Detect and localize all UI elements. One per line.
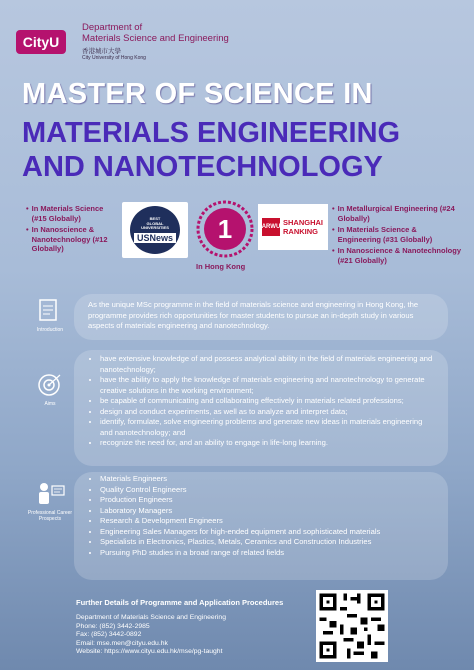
list-item: • be capable of communicating and collaborating effectively in materials related professions; — [100, 396, 434, 407]
list-item: • Research & Development Engineers — [100, 516, 434, 527]
rankings-right — [332, 204, 462, 267]
title-line3: AND NANOTECHNOLOGY — [22, 151, 383, 183]
university-name-chinese: 香港城市大學 — [82, 48, 121, 55]
university-name-english: City University of Hong Kong — [82, 55, 146, 61]
department-line1: Department of — [82, 22, 143, 33]
contact-details — [76, 614, 226, 657]
contact-website[interactable]: Website: https://www.cityu.edu.hk/mse/pg-taught — [76, 648, 223, 656]
usnews-badge: BEST GLOBAL UNIVERSITIES USNews — [122, 202, 188, 258]
contact-phone: Phone: (852) 3442-2985 — [76, 622, 150, 630]
rankings-left — [26, 204, 118, 256]
number-one-text: 1 — [217, 214, 233, 244]
list-item: • have extensive knowledge of and possess analytical ability in the field of materials engineering and nanotechnology; — [100, 354, 434, 375]
contact-email[interactable]: Email: mse.men@cityu.edu.hk — [76, 639, 168, 647]
aims-box — [74, 350, 448, 466]
list-item: • Materials Engineers — [100, 474, 434, 485]
title-line2: MATERIALS ENGINEERING — [22, 117, 401, 149]
aims-list — [88, 354, 434, 449]
contact-department: Department of Materials Science and Engineering — [76, 614, 226, 621]
introduction-box — [74, 294, 448, 340]
list-item: • Pursuing PhD studies in a broad range of related fields — [100, 548, 434, 559]
ranking-item: • In Materials Science (#15 Globally) — [26, 204, 104, 223]
contact-fax: Fax: (852) 3442-0892 — [76, 631, 142, 639]
target-icon — [30, 372, 70, 398]
shanghai-ranking-logo: ARWU SHANGHAI RANKING — [258, 204, 328, 250]
number-one-badge — [194, 198, 256, 260]
list-item: • Engineering Sales Managers for high-ended equipment and sophisticated materials — [100, 527, 434, 538]
careers-list — [88, 474, 434, 558]
list-item: • recognize the need for, and an ability to engage in life-long learning. — [100, 438, 434, 449]
list-item: • identify, formulate, solve engineering problems and generate new ideas in materials engineering and nanotechnology; and — [100, 417, 434, 438]
ranking-item: • In Metallurgical Engineering (#24 Globally) — [332, 204, 455, 223]
list-item: • have the ability to apply the knowledge of materials engineering and nanotechnology to generate creative solutions in the working environment; — [100, 375, 434, 396]
list-item: • Specialists in Electronics, Plastics, Metals, Ceramics and Construction Industries — [100, 537, 434, 548]
department-line2: Materials Science and Engineering — [82, 33, 229, 44]
list-item: • Laboratory Managers — [100, 506, 434, 517]
footer-heading: Further Details of Programme and Application Procedures — [76, 598, 284, 607]
list-item: • Production Engineers — [100, 495, 434, 506]
introduction-label: Introduction — [36, 327, 64, 333]
cityu-logo — [16, 30, 66, 54]
logo-text: CityU — [22, 34, 60, 50]
people-icon — [30, 480, 70, 508]
title-line1: MASTER OF SCIENCE IN — [22, 78, 373, 110]
careers-label: Professional Career Prospects — [27, 510, 73, 522]
introduction-text: As the unique MSc programme in the field of materials science and engineering in Hong Kong, the programme provides rich opportunities for master students to pursue an in-depth study in various aspects of materials engineering and nanotechnology. — [88, 300, 419, 330]
careers-box — [74, 472, 448, 580]
department-name — [82, 22, 229, 44]
document-icon — [30, 298, 70, 324]
shanghai-code: ARWU — [262, 218, 280, 236]
ranking-item: • In Materials Science & Engineering (#31 Globally) — [332, 225, 433, 244]
qr-code[interactable] — [316, 590, 388, 662]
ranking-item: • In Nanoscience & Nanotechnology (#21 Globally) — [332, 246, 461, 265]
list-item: • design and conduct experiments, as well as to analyze and interpret data; — [100, 407, 434, 418]
hong-kong-label: In Hong Kong — [196, 262, 246, 271]
ranking-item: • In Nanoscience & Nanotechnology (#12 Globally) — [26, 225, 108, 253]
aims-label: Aims — [44, 401, 56, 407]
list-item: • Quality Control Engineers — [100, 485, 434, 496]
